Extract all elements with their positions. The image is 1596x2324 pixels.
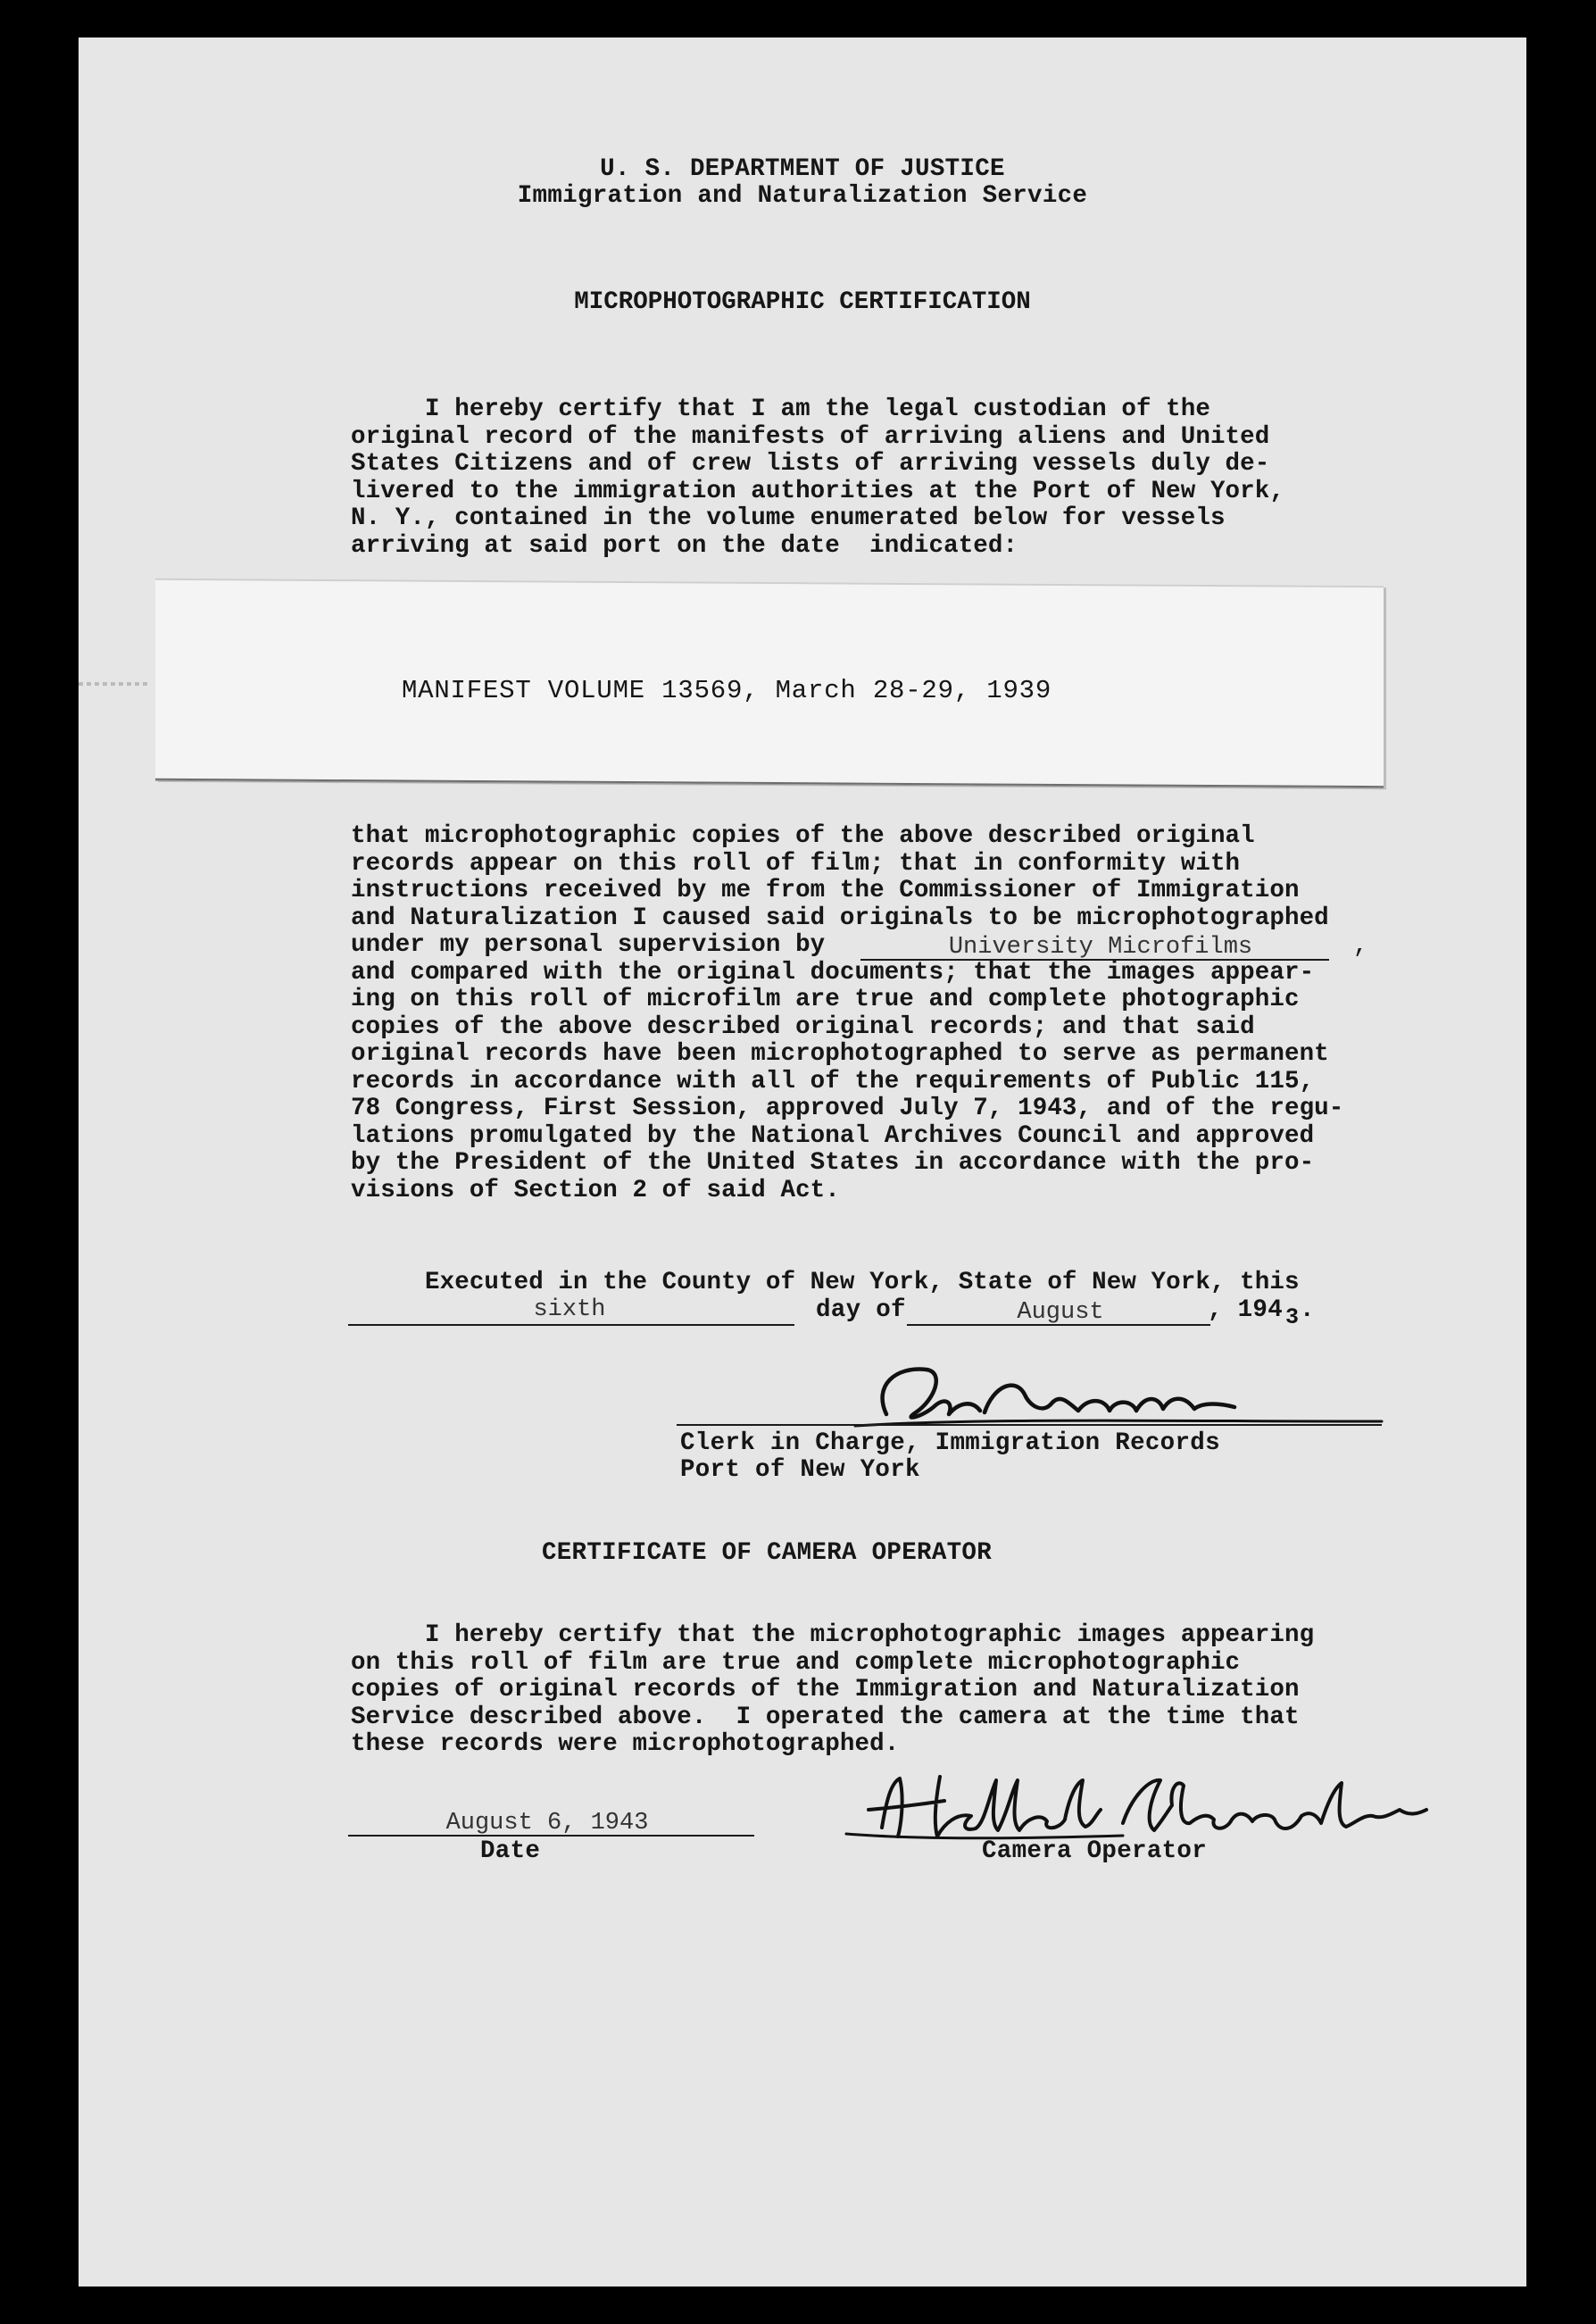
paragraph-line: and compared with the original documents; that the images appear- [351,958,1315,987]
executed-line: Executed in the County of New York, State of New York, this [351,1269,1300,1296]
paragraph-line: original record of the manifests of arriving aliens and United [351,422,1270,451]
paragraph-line: 78 Congress, First Session, approved July 7, 1943, and of the regu- [351,1095,1344,1122]
paragraph-line: original records have been microphotographed to serve as permanent [351,1040,1329,1068]
body-paragraph [351,823,1343,1204]
day-of-label: day of [816,1296,906,1324]
paragraph-line: States Citizens and of crew lists of arriving vessels duly de- [351,450,1270,478]
clerk-office: Port of New York [680,1456,920,1484]
paragraph-line: Service described above. I operated the camera at the time that [351,1703,1300,1731]
clerk-signature-line [677,1424,1382,1426]
day-value: sixth [533,1296,606,1323]
paragraph-line: N. Y., contained in the volume enumerated below for vessels [351,504,1226,532]
service-heading: Immigration and Naturalization Service [517,182,1088,210]
paragraph-line: copies of the above described original records; and that said [351,1012,1255,1041]
certificate-page [79,37,1526,2287]
executed-statement [351,1270,1300,1297]
year-period: . [1300,1296,1315,1324]
paragraph-line: I hereby certify that I am the legal custodian of the [351,396,1210,423]
month-value: August [1017,1299,1104,1326]
paragraph-line: these records were microphotographed. [351,1730,900,1758]
paragraph-line: copies of original records of the Immigration and Naturalization [351,1676,1300,1703]
day-underline [348,1324,794,1326]
supervisor-underline [860,959,1329,961]
clerk-title: Clerk in Charge, Immigration Records [680,1429,1220,1457]
paragraph-line: arriving at said port on the date indicated: [351,531,1018,560]
paragraph-line: that microphotographic copies of the above described original [351,822,1255,850]
camera-paragraph [351,1622,1314,1759]
paragraph-line: livered to the immigration authorities at the Port of New York, [351,477,1284,505]
month-underline [907,1324,1210,1326]
department-heading: U. S. DEPARTMENT OF JUSTICE [600,155,1005,183]
intro-paragraph [351,396,1284,560]
paragraph-line: by the President of the United States in accordance with the pro- [351,1149,1315,1177]
film-edge-mark [79,682,150,686]
paragraph-line: visions of Section 2 of said Act. [351,1176,840,1204]
certification-title: MICROPHOTOGRAPHIC CERTIFICATION [574,288,1031,316]
camera-date-value: August 6, 1943 [445,1810,649,1837]
supervisor-comma: , [1353,932,1368,960]
year-suffix: 3 [1285,1304,1300,1330]
paragraph-line: I hereby certify that the microphotographic images appearing [351,1621,1315,1649]
manifest-volume-label: MANIFEST VOLUME 13569, March 28-29, 1939 [401,676,1052,705]
paragraph-line: records appear on this roll of film; that in conformity with [351,849,1241,878]
paragraph-line: and Naturalization I caused said originals to be microphotographed [351,904,1329,932]
paragraph-line: lations promulgated by the National Archives Council and approved [351,1121,1315,1150]
supervisor-name: University Microfilms [948,934,1253,961]
date-label: Date [480,1837,541,1865]
operator-label: Camera Operator [982,1837,1208,1865]
year-prefix: , 194 [1208,1296,1284,1324]
paragraph-line: under my personal supervision by [351,931,826,959]
paragraph-line: ing on this roll of microfilm are true and complete photographic [351,986,1300,1013]
date-underline [348,1835,754,1837]
paragraph-line: records in accordance with all of the requirements of Public 115, [351,1067,1315,1095]
camera-certificate-title: CERTIFICATE OF CAMERA OPERATOR [541,1539,993,1567]
paragraph-line: on this roll of film are true and complete microphotographic [351,1648,1241,1677]
paragraph-line: instructions received by me from the Commissioner of Immigration [351,877,1300,904]
